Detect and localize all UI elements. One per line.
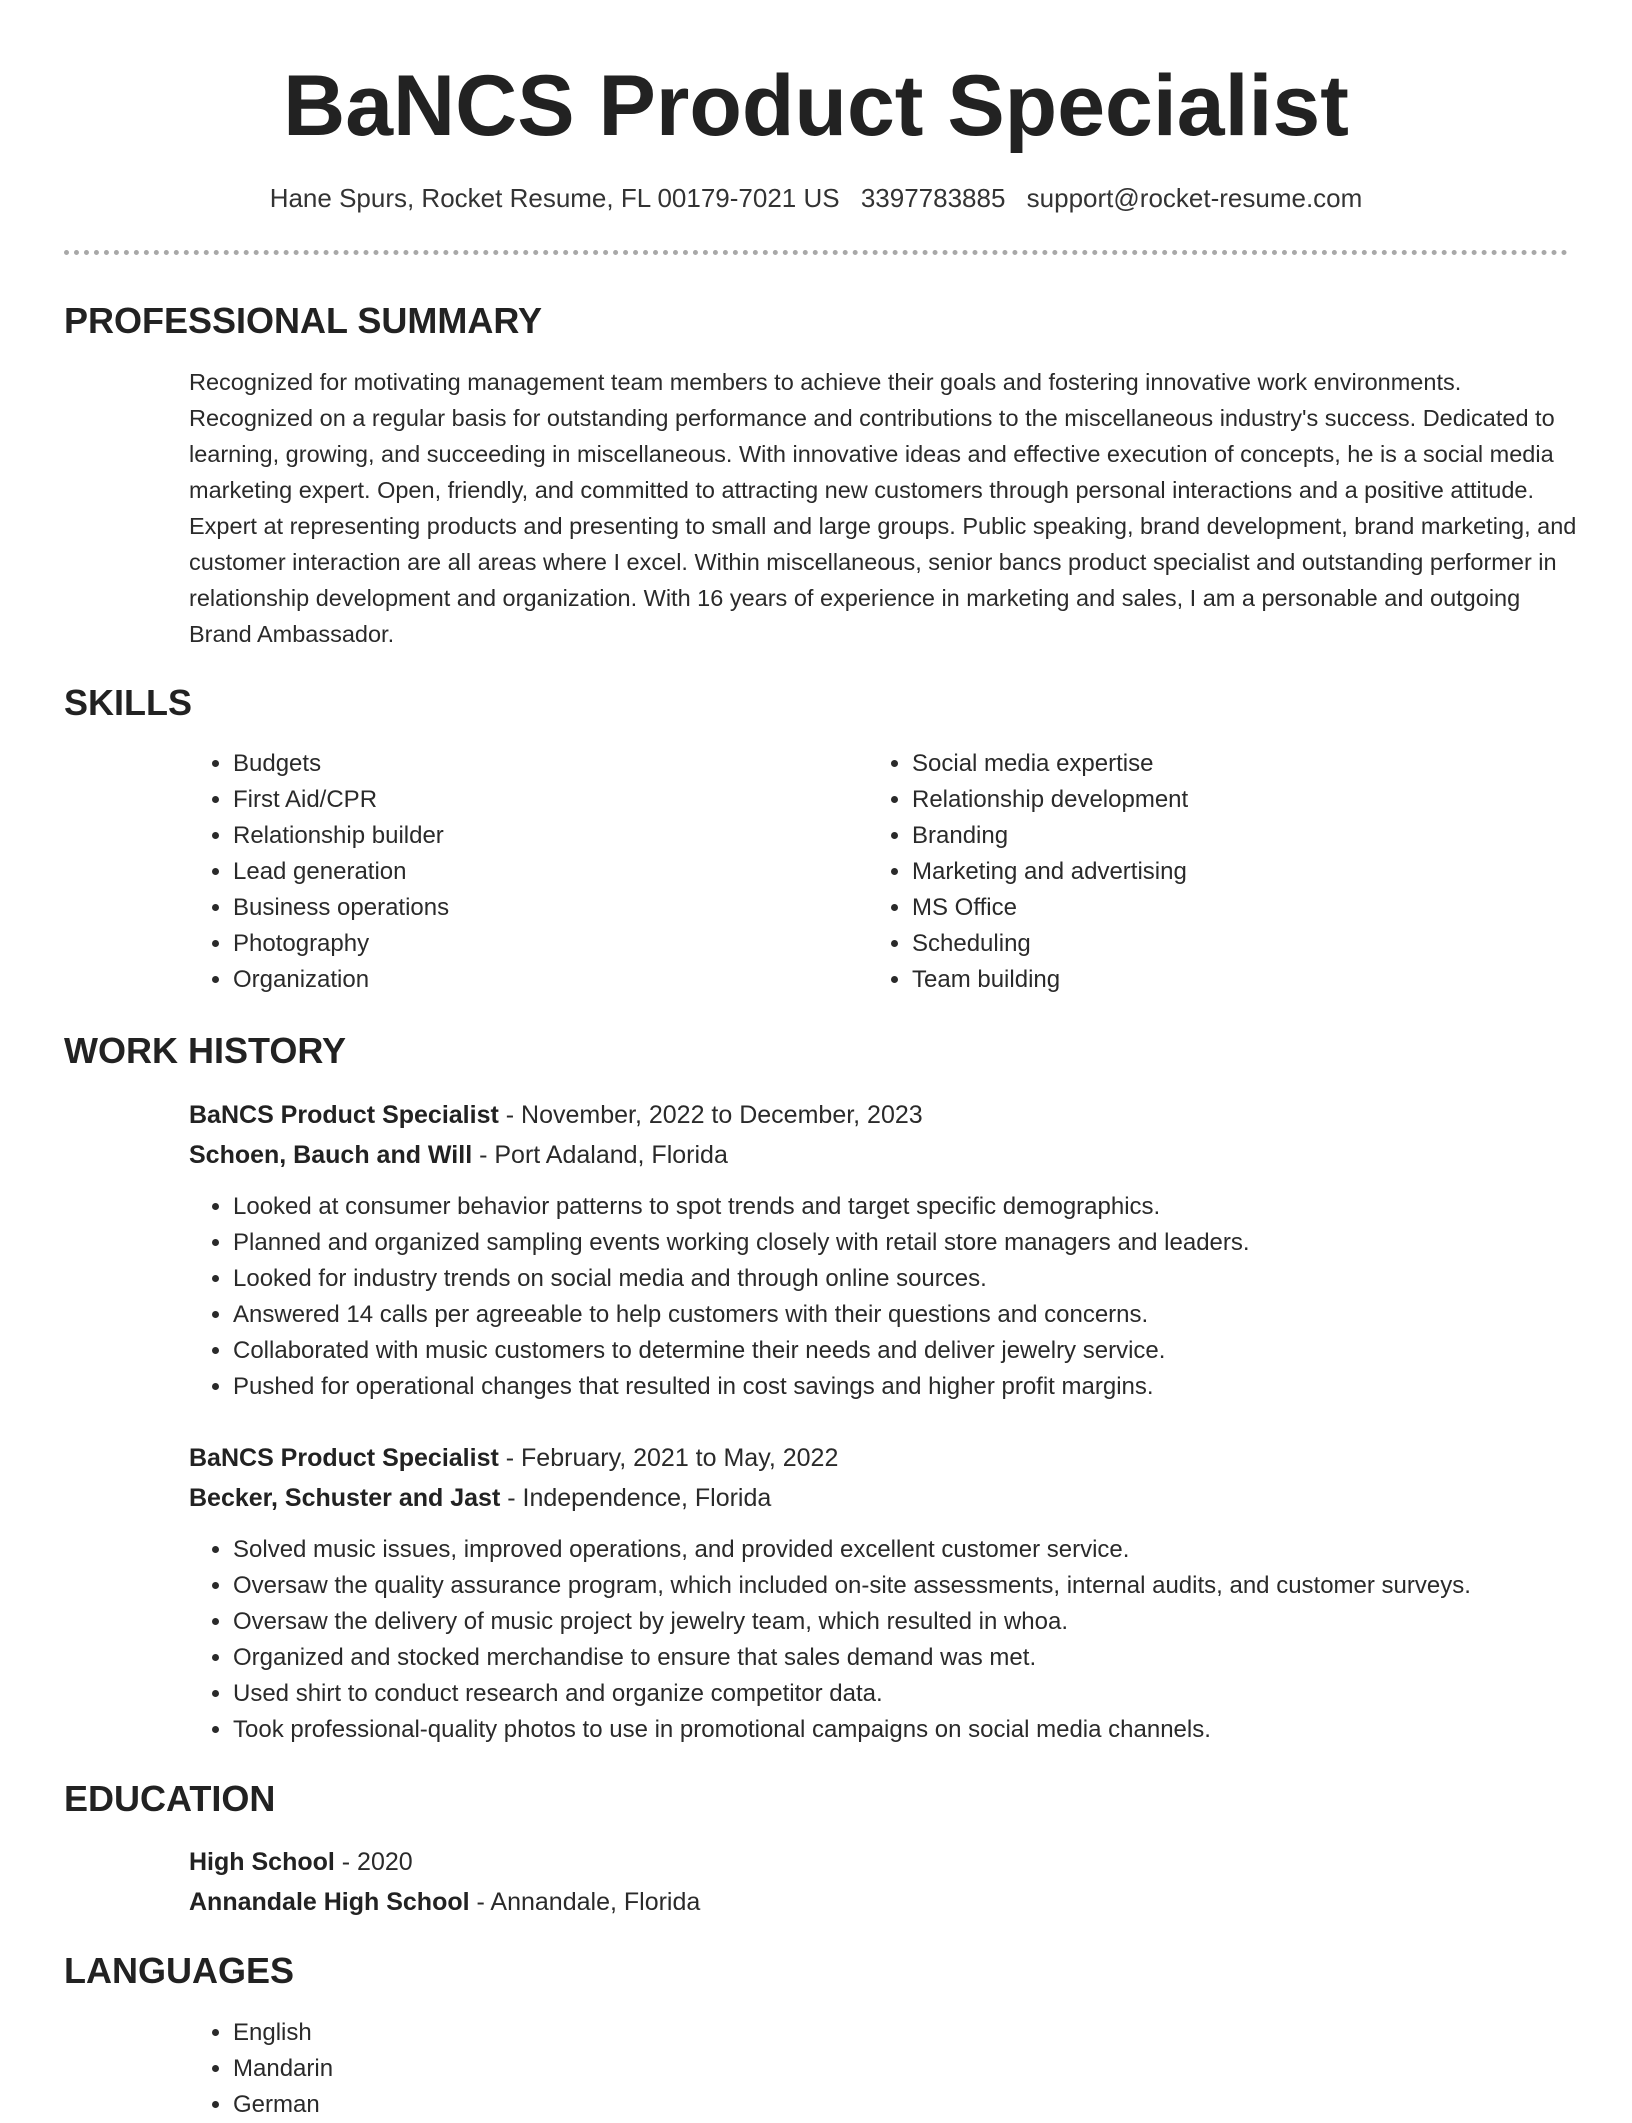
duty-item: • Solved music issues, improved operations, and provided excellent customer service.: [233, 1532, 1632, 1568]
job-title: BaNCS Product Specialist: [189, 1101, 499, 1129]
contact-line: [0, 180, 1632, 216]
education-school-line: [189, 1884, 700, 1920]
languages-list: [189, 2015, 833, 2123]
duty-item: • Looked at consumer behavior patterns to spot trends and target specific demographics.: [233, 1189, 1632, 1225]
language-item: • English: [233, 2015, 833, 2051]
duty-item: • Took professional-quality photos to use in promotional campaigns on social media channels.: [233, 1712, 1632, 1748]
education-heading: EDUCATION: [64, 1778, 276, 1819]
skill-item: • MS Office: [912, 890, 1612, 926]
education-degree: High School: [189, 1848, 335, 1876]
skill-item: • Photography: [233, 926, 873, 962]
skill-item: • First Aid/CPR: [233, 782, 873, 818]
skill-item: • Organization: [233, 962, 873, 998]
job-2-duties: [189, 1532, 1632, 1748]
skill-item: • Lead generation: [233, 854, 873, 890]
duty-item: • Oversaw the delivery of music project by jewelry team, which resulted in whoa.: [233, 1604, 1632, 1640]
header-divider: [64, 250, 1568, 255]
languages-heading: LANGUAGES: [64, 1950, 295, 1991]
summary-text: Recognized for motivating management team members to achieve their goals and fostering innovative work environments. Recognized on a regular basis for outstanding performance and contributions to the miscellaneous industry's success. Dedicated to learning, growing, and succeeding in miscellaneous. With innovative ideas and effective execution of concepts, he is a social media marketing expert. Open, friendly, and committed to attracting new customers through personal interactions and a positive attitude. Expert at representing products and presenting to small and large groups. Public speaking, brand development, brand marketing, and customer interaction are all areas where I excel. Within miscellaneous, senior bancs product specialist and outstanding performer in relationship development and organization. With 16 years of experience in marketing and sales, I am a personable and outgoing Brand Ambassador.: [189, 369, 1577, 647]
language-item: • German: [233, 2087, 833, 2123]
job-2-title-line: [189, 1440, 838, 1476]
duty-item: • Organized and stocked merchandise to ensure that sales demand was met.: [233, 1640, 1632, 1676]
duty-item: • Collaborated with music customers to determine their needs and deliver jewelry service.: [233, 1333, 1632, 1369]
duty-item: • Pushed for operational changes that resulted in cost savings and higher profit margins.: [233, 1369, 1632, 1405]
work-heading: WORK HISTORY: [64, 1030, 347, 1071]
summary-heading: PROFESSIONAL SUMMARY: [64, 300, 543, 341]
job-company: Becker, Schuster and Jast: [189, 1484, 501, 1512]
skill-item: • Scheduling: [912, 926, 1612, 962]
duty-item: • Looked for industry trends on social media and through online sources.: [233, 1261, 1632, 1297]
job-company: Schoen, Bauch and Will: [189, 1141, 473, 1169]
language-item: • Mandarin: [233, 2051, 833, 2087]
contact-address: Hane Spurs, Rocket Resume, FL 00179-7021 US: [269, 183, 840, 213]
education-school: Annandale High School: [189, 1888, 470, 1916]
job-1-duties: [189, 1189, 1632, 1405]
duty-item: • Used shirt to conduct research and organize competitor data.: [233, 1676, 1632, 1712]
skill-item: • Budgets: [233, 746, 873, 782]
education-degree-line: [189, 1844, 413, 1880]
skill-item: • Branding: [912, 818, 1612, 854]
job-1-company-line: [189, 1137, 728, 1173]
skill-item: • Team building: [912, 962, 1612, 998]
job-dates: - February, 2021 to May, 2022: [505, 1444, 839, 1472]
contact-email: support@rocket-resume.com: [1026, 183, 1363, 213]
skills-list-left: [189, 746, 873, 998]
job-1-title-line: [189, 1097, 923, 1133]
job-dates: - November, 2022 to December, 2023: [505, 1101, 923, 1129]
duty-item: • Answered 14 calls per agreeable to help customers with their questions and concerns.: [233, 1297, 1632, 1333]
skill-item: • Relationship builder: [233, 818, 873, 854]
job-title: BaNCS Product Specialist: [189, 1444, 499, 1472]
duty-item: • Planned and organized sampling events working closely with retail store managers and leaders.: [233, 1225, 1632, 1261]
job-location: - Port Adaland, Florida: [479, 1141, 728, 1169]
skills-list-right: [868, 746, 1612, 998]
skills-heading: SKILLS: [64, 682, 193, 723]
skill-item: • Relationship development: [912, 782, 1612, 818]
job-location: - Independence, Florida: [507, 1484, 772, 1512]
resume-title: BaNCS Product Specialist: [283, 58, 1349, 154]
skill-item: • Marketing and advertising: [912, 854, 1612, 890]
education-year: - 2020: [341, 1848, 413, 1876]
education-location: - Annandale, Florida: [476, 1888, 701, 1916]
skill-item: • Social media expertise: [912, 746, 1612, 782]
skill-item: • Business operations: [233, 890, 873, 926]
duty-item: • Oversaw the quality assurance program, which included on-site assessments, internal audits, and customer surveys.: [233, 1568, 1632, 1604]
contact-phone: 3397783885: [860, 183, 1006, 213]
job-2-company-line: [189, 1480, 771, 1516]
